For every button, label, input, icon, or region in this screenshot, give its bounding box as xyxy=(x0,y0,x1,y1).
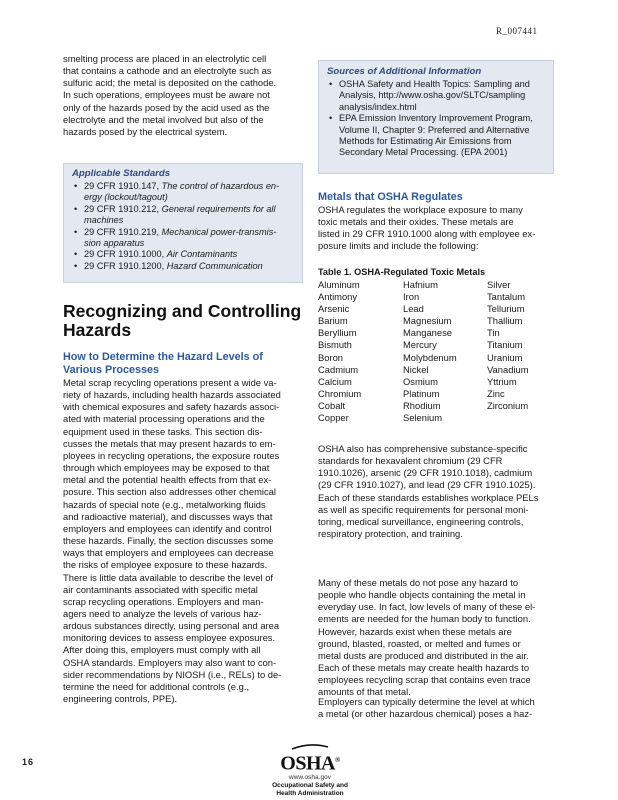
text-line: monitoring devices to assess employee exposures. xyxy=(63,632,276,644)
substance-standards-paragraph xyxy=(318,443,554,540)
text-line: equipment used in these tasks. This section dis- xyxy=(63,425,263,437)
table-cell: Copper xyxy=(318,412,349,424)
text-line: Metal scrap recycling operations present a wide va- xyxy=(63,377,277,388)
text-line: agers need to analyze the levels of various haz- xyxy=(63,607,262,619)
table-cell: Rhodium xyxy=(403,399,441,411)
table-cell: Hafnium xyxy=(403,279,438,290)
text-line: that contains a cathode and an electrolyte such as xyxy=(63,65,272,77)
table-cell: Barium xyxy=(318,315,348,327)
exposure-level-paragraph xyxy=(318,696,554,720)
applicable-standards-box xyxy=(63,163,303,283)
text-line: only of the hazards posed by the acid used as the xyxy=(63,101,270,113)
text-line: There is little data available to describe the level of xyxy=(63,571,274,583)
sources-title: Sources of Additional Information xyxy=(327,66,482,77)
text-line: engineering controls, PPE). xyxy=(63,693,178,705)
metal-hazards-paragraph xyxy=(318,577,554,699)
table-cell: Manganese xyxy=(403,327,452,339)
subheading xyxy=(63,351,303,376)
text-line: and radioactive material), and discusses ways that xyxy=(63,510,273,522)
table-cell: Titanium xyxy=(487,339,523,351)
text-line: ements are needed for the human body to function. xyxy=(318,613,531,625)
text-line: sider recommendations by NIOSH (i.e., RELs) to de- xyxy=(63,668,282,680)
table-cell: Cadmium xyxy=(318,363,359,375)
text-line: metal dusts are produced and distributed in the air. xyxy=(318,649,529,661)
table-cell: Nickel xyxy=(403,363,429,375)
text-line: termine the need for additional controls (e.g., xyxy=(63,680,250,692)
text-line: listed in 29 CFR 1910.1000 along with employee ex- xyxy=(318,228,536,240)
section-heading xyxy=(63,302,303,340)
table-cell: Thallium xyxy=(487,315,523,327)
standard-item: • 29 CFR 1910.212, General requirements for all machines xyxy=(84,204,296,227)
text-line: ated with material processing operations and the xyxy=(63,413,265,425)
heading-line-2: Hazards xyxy=(63,320,132,340)
table-cell: Mercury xyxy=(403,339,437,351)
standards-title: Applicable Standards xyxy=(72,168,171,179)
table-cell: Zinc xyxy=(487,387,505,399)
table-cell: Chromium xyxy=(318,387,362,399)
text-line: Many of these metals do not pose any hazard to xyxy=(318,577,519,588)
table-cell: Bismuth xyxy=(318,339,352,351)
agency-name-line-2: Health Administration xyxy=(276,789,344,797)
text-line: 1910.1026), arsenic (29 CFR 1910.1018), cadmium xyxy=(318,467,533,479)
text-line: air contaminants associated with specific metal xyxy=(63,583,258,595)
intro-paragraph xyxy=(63,53,303,138)
standard-item: • 29 CFR 1910.1200, Hazard Communication xyxy=(84,261,296,272)
subheading-line-2: Various Processes xyxy=(63,363,160,376)
text-line: posure limits and include the following: xyxy=(318,240,479,252)
osha-logo xyxy=(260,744,360,798)
source-item: • OSHA Safety and Health Topics: Sampling and Analysis, http://www.osha.gov/SLTC/sampling analysis/index.html xyxy=(339,79,547,113)
text-line: scrap recycling operations. Employers and man- xyxy=(63,595,264,607)
table-cell: Tin xyxy=(487,327,500,339)
table-cell: Magnesium xyxy=(403,315,452,327)
text-line: ardous substances directly, using personal and area xyxy=(63,620,280,632)
text-line: toring, medical surveillance, engineering controls, xyxy=(318,515,524,527)
text-line: people who handle objects containing the metal in xyxy=(318,589,526,601)
text-line: In such operations, employees must be aware not xyxy=(63,89,270,101)
text-line: these hazards. Finally, the section discusses some xyxy=(63,535,274,547)
text-line: a metal (or other hazardous chemical) poses a haz- xyxy=(318,708,533,720)
hazard-levels-paragraph xyxy=(63,377,303,705)
text-line: Each of these metals may create health hazards to xyxy=(318,662,530,674)
text-line: hazards of special note (e.g., metalworking fluids xyxy=(63,498,266,510)
table-cell: Boron xyxy=(318,351,344,363)
osha-logo-text: OSHA® xyxy=(280,752,340,775)
text-line: Employers can typically determine the level at which xyxy=(318,696,535,707)
metals-intro-paragraph xyxy=(318,204,554,253)
table-cell: Antimony xyxy=(318,291,358,303)
source-item: • EPA Emission Inventory Improvement Program, Volume II, Chapter 9: Preferred and Alternative Methods for Estimating Air Emissions from Secondary Metal Processing. (EPA 2001) xyxy=(339,113,547,159)
table-cell: Selenium xyxy=(403,412,443,424)
metals-heading: Metals that OSHA Regulates xyxy=(318,191,463,203)
text-line: ground, blasted, roasted, or melted and fumes or xyxy=(318,637,521,649)
text-line: the risks of employee exposure to these hazards. xyxy=(63,559,268,571)
table-cell: Platinum xyxy=(403,387,440,399)
sources-box xyxy=(318,60,554,174)
table-cell: Aluminum xyxy=(318,279,360,290)
page-number: 16 xyxy=(22,757,35,767)
agency-name-line-1: Occupational Safety and xyxy=(272,781,348,789)
table-cell: Beryllium xyxy=(318,327,357,339)
text-line: OSHA regulates the workplace exposure to many xyxy=(318,204,523,215)
table-cell: Tellurium xyxy=(487,303,525,315)
text-line: hazards posed by the electrical system. xyxy=(63,125,228,137)
table-title: Table 1. OSHA-Regulated Toxic Metals xyxy=(318,267,486,277)
text-line: with chemical exposures and safety hazards associ- xyxy=(63,401,280,413)
table-cell: Tantalum xyxy=(487,291,526,303)
heading-line-1: Recognizing and Controlling xyxy=(63,301,302,321)
text-line: However, hazards exist when these metals are xyxy=(318,625,512,637)
metals-table xyxy=(318,267,554,424)
document-id: R_007441 xyxy=(496,26,538,36)
table-cell: Cobalt xyxy=(318,399,346,411)
table-cell: Arsenic xyxy=(318,303,350,315)
osha-url: www.osha.gov xyxy=(289,773,331,781)
table-cell: Lead xyxy=(403,303,424,315)
text-line: After doing this, employers must comply with all xyxy=(63,644,261,656)
text-line: as well as specific requirements for personal moni- xyxy=(318,503,529,515)
table-cell: Osmium xyxy=(403,375,438,387)
text-line: amounts of that metal. xyxy=(318,686,411,698)
subheading-line-1: How to Determine the Hazard Levels of xyxy=(63,351,263,363)
text-line: smelting process are placed in an electrolytic cell xyxy=(63,53,267,64)
text-line: riety of hazards, including health hazards associated xyxy=(63,389,281,401)
standard-item: • 29 CFR 1910.1000, Air Contaminants xyxy=(84,249,296,260)
text-line: (29 CFR 1910.1027), and lead (29 CFR 1910.1025). xyxy=(318,479,536,491)
text-line: Each of these standards establishes workplace PELs xyxy=(318,491,539,503)
text-line: electrolyte and the metal involved but also of the xyxy=(63,113,264,125)
text-line: posure. This section also addresses other chemical xyxy=(63,486,276,498)
text-line: ways that employers and employees can decrease xyxy=(63,547,274,559)
table-cell: Zirconium xyxy=(487,399,529,411)
table-cell: Molybdenum xyxy=(403,351,457,363)
text-line: cusses the metals that may present hazards to em- xyxy=(63,437,276,449)
text-line: OSHA standards. Employers may also want to con- xyxy=(63,656,277,668)
table-cell: Yttrium xyxy=(487,375,517,387)
text-line: metal and the potential health effects from that ex- xyxy=(63,474,272,486)
text-line: employees recycling scrap that contains even trace xyxy=(318,674,531,686)
standard-item: • 29 CFR 1910.147, The control of hazardous en- ergy (lockout/tagout) xyxy=(84,181,296,204)
text-line: employers and employees can identify and control xyxy=(63,522,272,534)
standards-list xyxy=(72,181,296,272)
standard-item: • 29 CFR 1910.219, Mechanical power-transmis- sion apparatus xyxy=(84,227,296,250)
text-line: respiratory protection, and training. xyxy=(318,528,463,540)
text-line: toxic metals and their oxides. These metals are xyxy=(318,216,514,228)
table-cell: Uranium xyxy=(487,351,523,363)
sources-list xyxy=(327,79,547,159)
table-cell: Silver xyxy=(487,279,511,290)
text-line: standards for hexavalent chromium (29 CFR xyxy=(318,455,503,467)
table-cell: Iron xyxy=(403,291,420,303)
text-line: everyday use. In fact, low levels of many of these el- xyxy=(318,601,536,613)
table-cell: Calcium xyxy=(318,375,352,387)
text-line: sulfuric acid; the metal is deposited on the cathode. xyxy=(63,77,277,89)
text-line: ployees in recycling operations, the exposure routes xyxy=(63,449,280,461)
text-line: through which employees may be exposed to that xyxy=(63,462,270,474)
table-cell: Vanadium xyxy=(487,363,529,375)
text-line: OSHA also has comprehensive substance-specific xyxy=(318,443,528,454)
table-cell xyxy=(487,412,554,424)
